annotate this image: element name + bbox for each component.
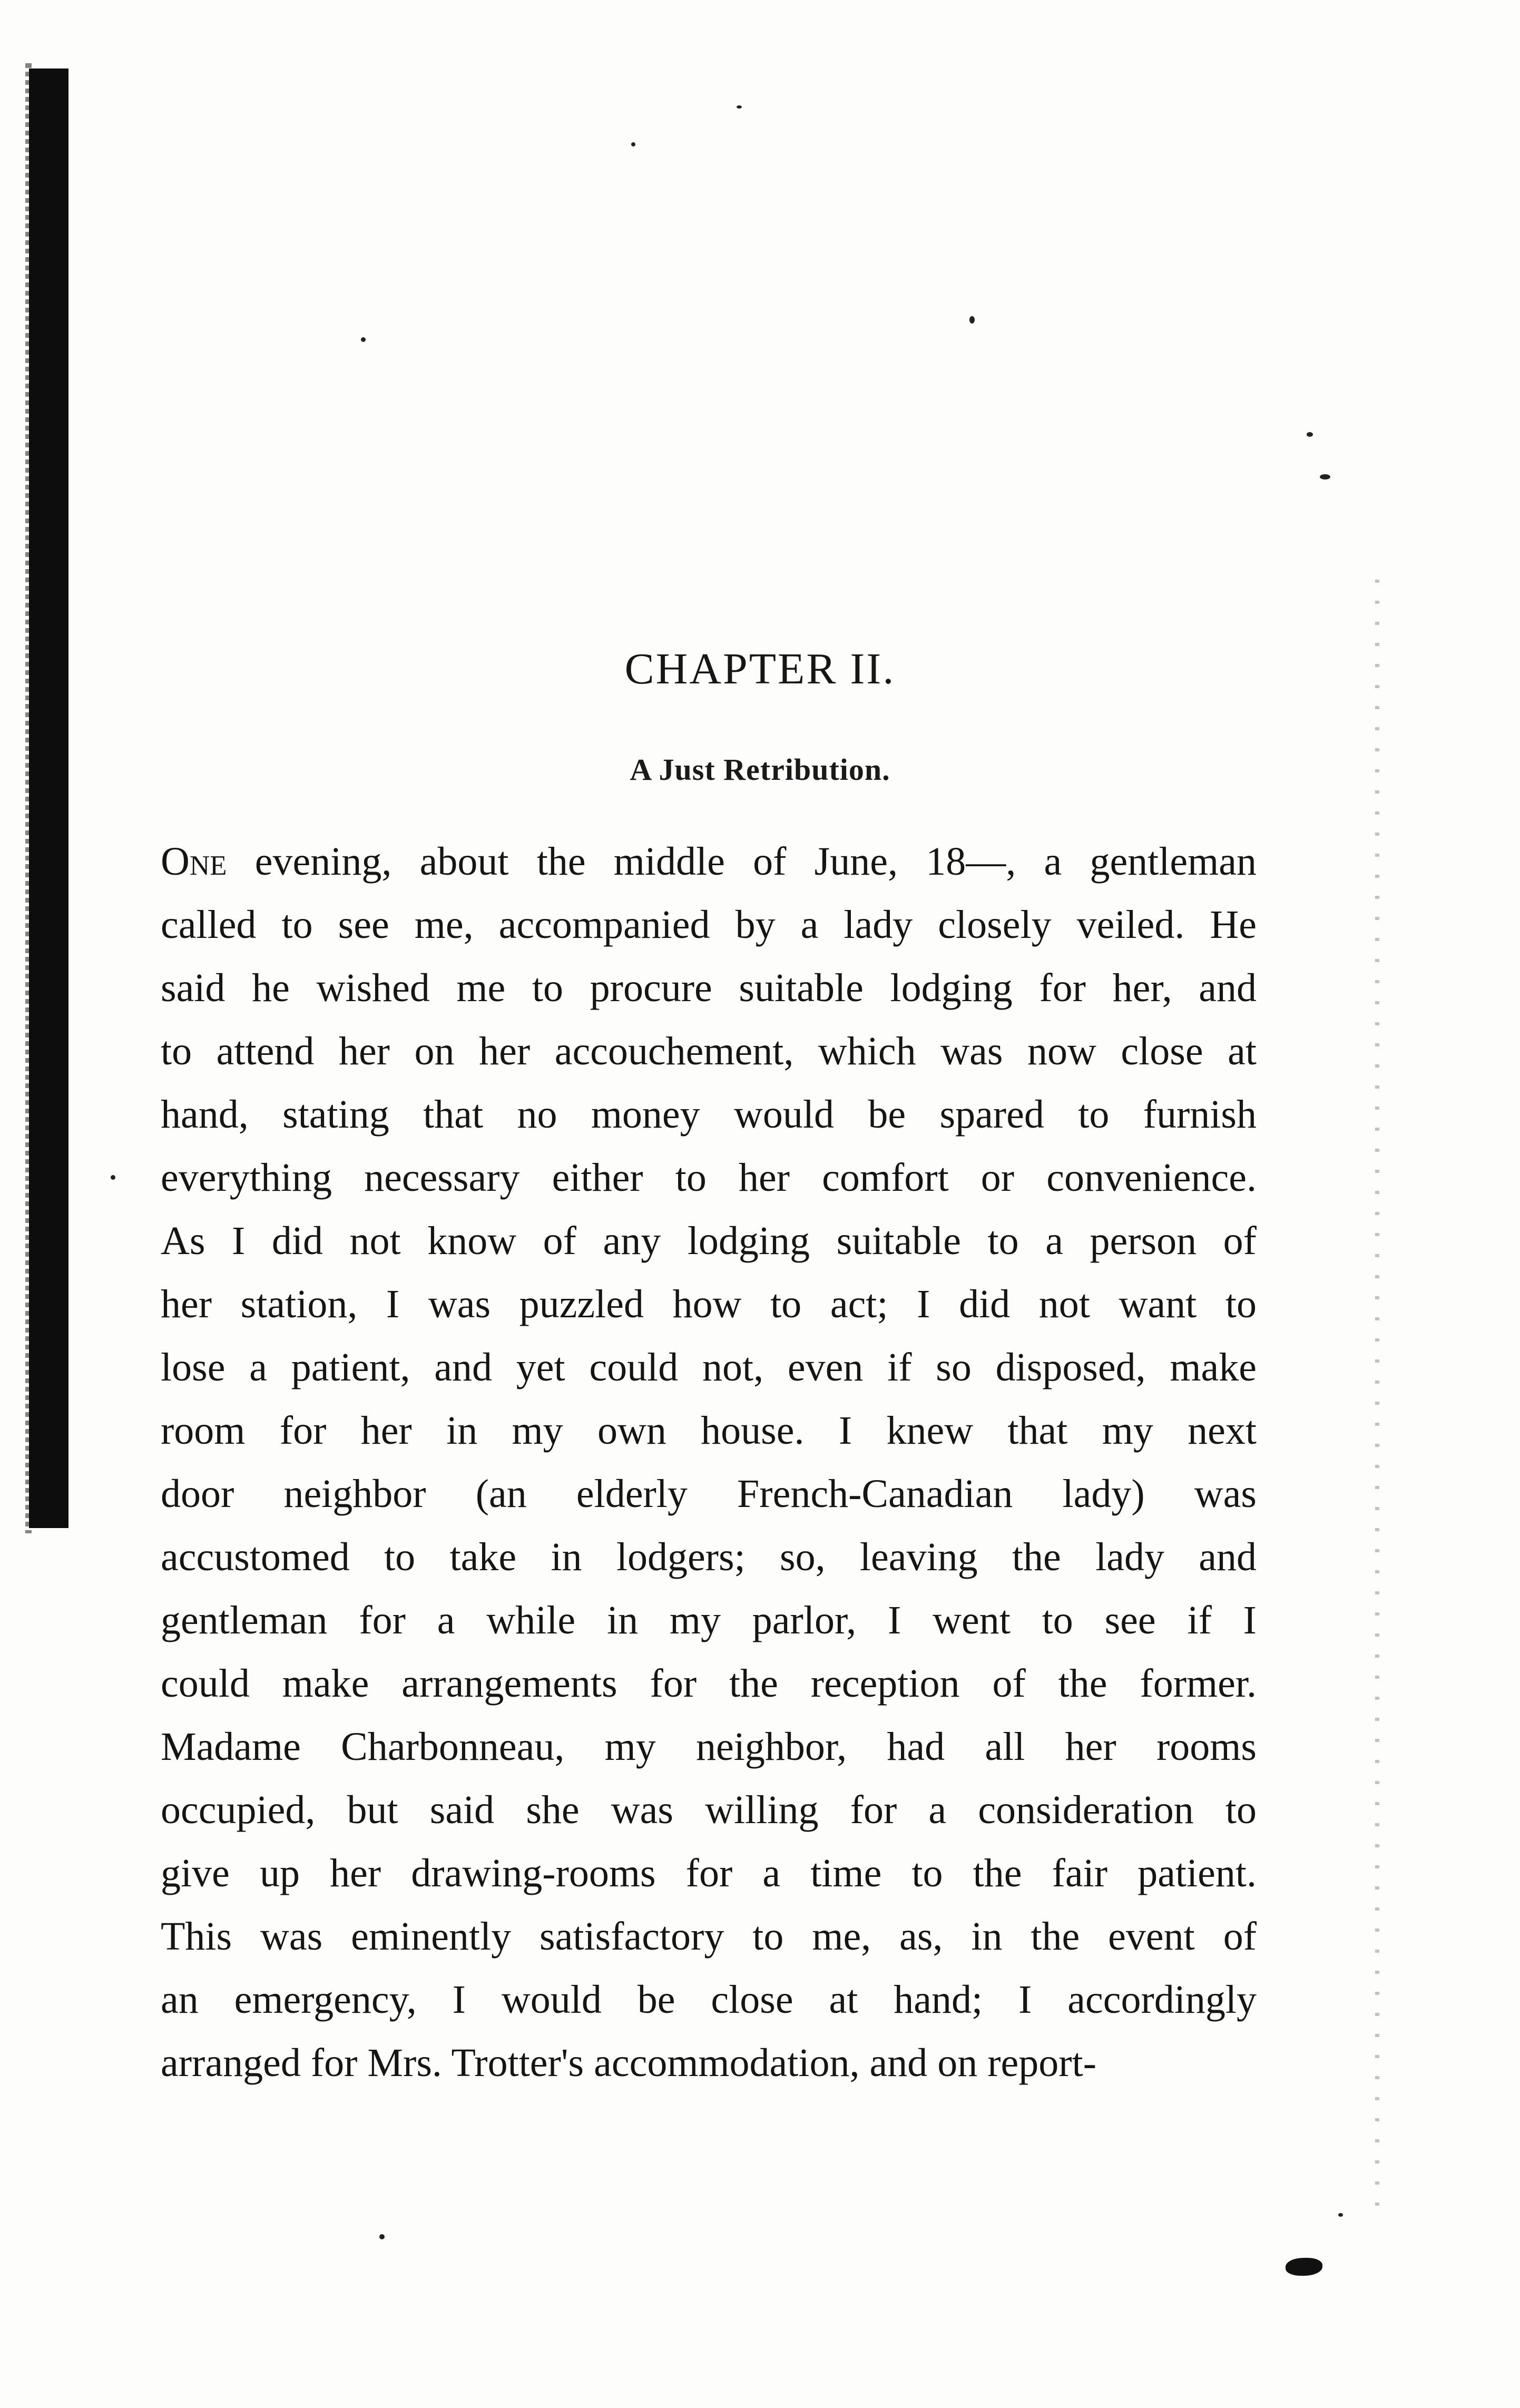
text-line: As I did not know of any lodging suitable to a person of	[161, 1219, 1257, 1263]
chapter-title: CHAPTER II.	[624, 644, 896, 693]
text-line: hand, stating that no money would be spared to furnish	[161, 1092, 1257, 1137]
text-line: lose a patient, and yet could not, even if so disposed, make	[161, 1345, 1257, 1389]
chapter-body	[161, 830, 1257, 2094]
text-line: said he wished me to procure suitable lodging for her, and	[161, 966, 1257, 1010]
text-line: accustomed to take in lodgers; so, leaving the lady and	[161, 1535, 1257, 1579]
text-line: could make arrangements for the reception of the former.	[161, 1661, 1257, 1706]
text-line: This was eminently satisfactory to me, as, in the event of	[161, 1914, 1257, 1959]
speck	[631, 142, 635, 146]
first-word: One	[161, 839, 227, 884]
first-line-rest: evening, about the middle of June, 18—, a gentleman	[227, 839, 1257, 884]
speck	[969, 316, 975, 324]
text-line: occupied, but said she was willing for a consideration to	[161, 1788, 1257, 1832]
text-line: her station, I was puzzled how to act; I did not want to	[161, 1282, 1257, 1326]
speck	[737, 105, 742, 109]
text-line: an emergency, I would be close at hand; I accordingly	[161, 1978, 1257, 2022]
ink-blot	[1286, 2258, 1322, 2276]
speck	[361, 337, 366, 342]
text-line: Madame Charbonneau, my neighbor, had all her rooms	[161, 1725, 1257, 1769]
speck	[1320, 474, 1330, 479]
speck	[379, 2234, 385, 2239]
text-line: arranged for Mrs. Trotter's accommodation, and on report-	[161, 2041, 1097, 2085]
binding-shadow	[29, 68, 68, 1528]
speck	[111, 1175, 115, 1180]
page-edge-dots	[1375, 580, 1379, 2213]
text-line: door neighbor (an elderly French-Canadian lady) was	[161, 1472, 1257, 1516]
text-line: everything necessary either to her comfort or convenience.	[161, 1156, 1257, 1200]
text-line: called to see me, accompanied by a lady closely veiled. He	[161, 903, 1257, 947]
text-line: room for her in my own house. I knew that my next	[161, 1408, 1257, 1453]
text-line	[161, 830, 1257, 893]
text-line: give up her drawing-rooms for a time to the fair patient.	[161, 1851, 1257, 1895]
text-line: to attend her on her accouchement, which was now close at	[161, 1029, 1257, 1073]
chapter-subtitle: A Just Retribution.	[630, 752, 890, 787]
speck	[1338, 2213, 1343, 2217]
text-line: gentleman for a while in my parlor, I went to see if I	[161, 1598, 1257, 1642]
speck	[1307, 432, 1313, 437]
